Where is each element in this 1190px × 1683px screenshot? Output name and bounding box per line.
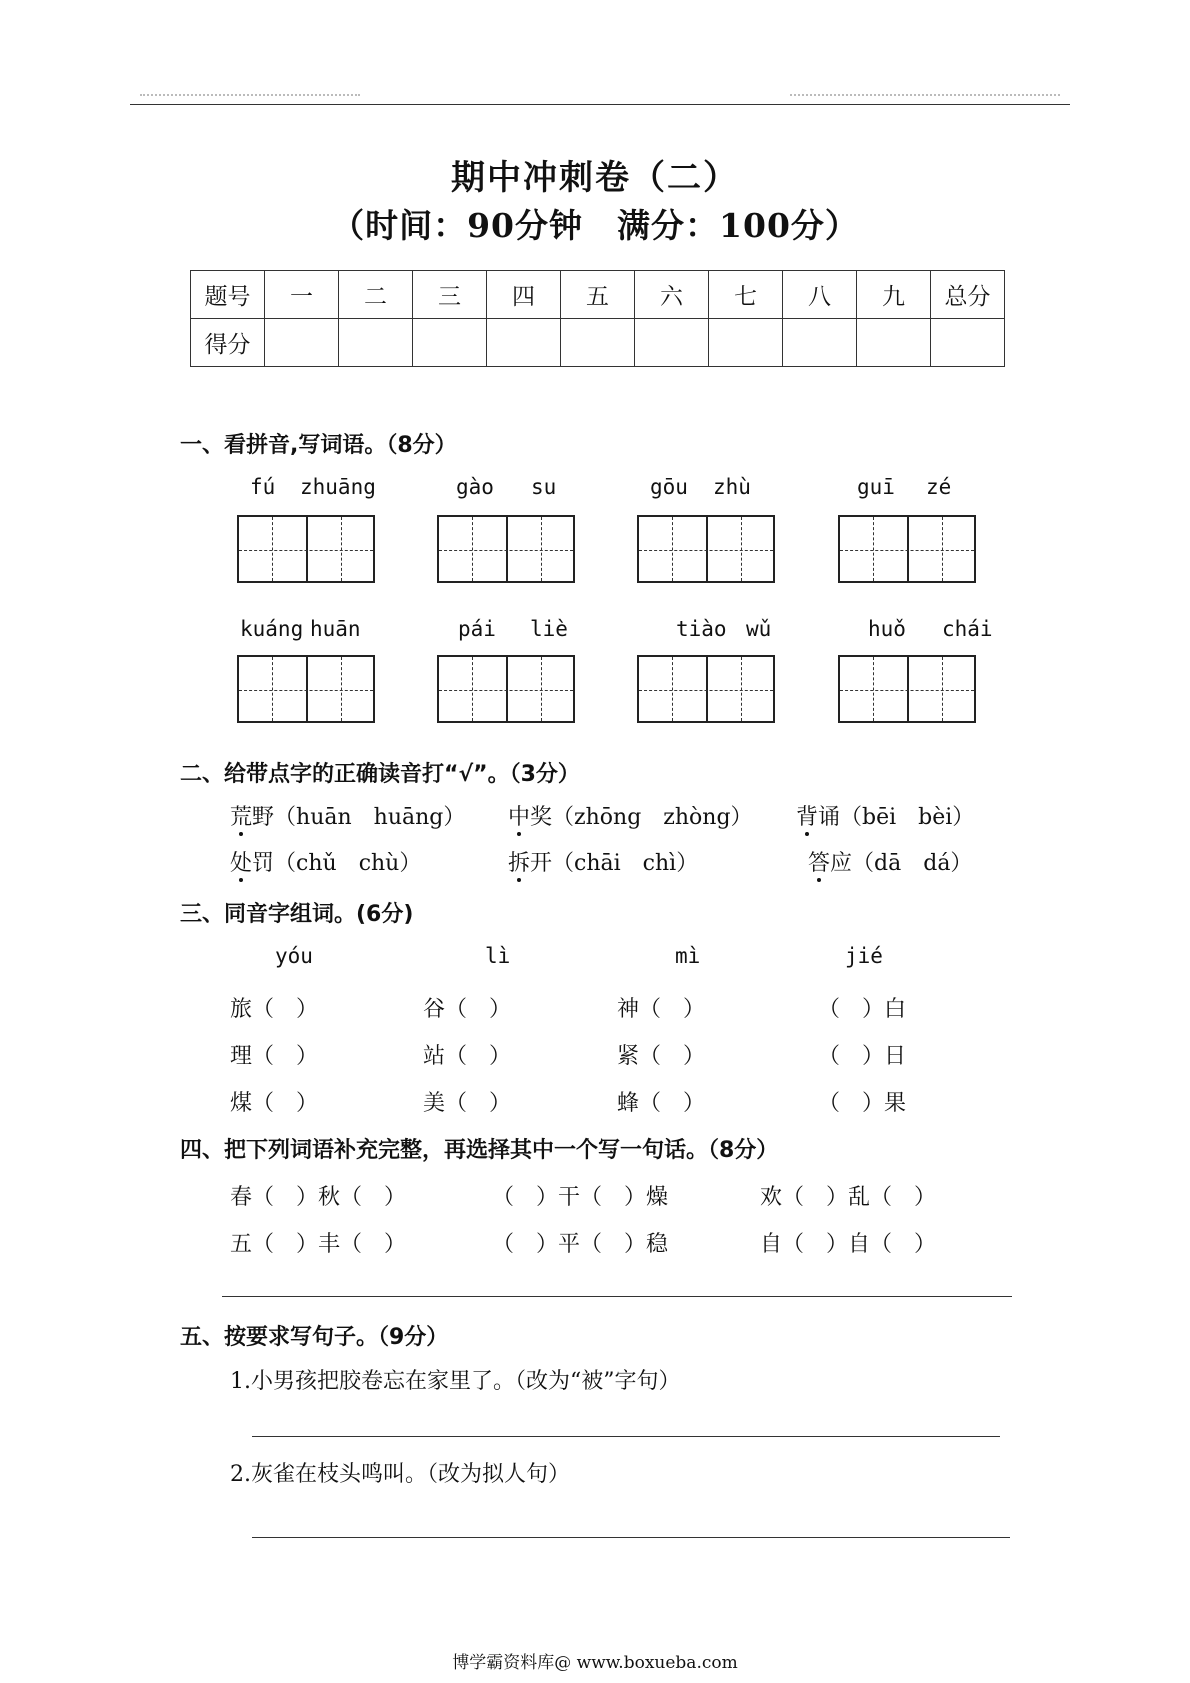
reading-item [230,800,465,831]
writing-grid[interactable] [637,655,775,723]
word-blank[interactable]: 紧（ ） [617,1044,706,1069]
word-blank[interactable]: 谷（ ） [423,997,512,1022]
score-blank-cell[interactable] [561,319,635,367]
idiom-blank[interactable]: 自（ ）自（ ） [760,1232,937,1257]
pinyin: chái [942,617,993,641]
pinyin: mì [675,944,701,968]
reading-item [230,846,421,877]
pinyin: wǔ [746,617,772,641]
writing-grid[interactable] [237,655,375,723]
dotted-char: 背 [796,800,818,831]
item-char: 诵 [818,805,841,830]
reading-options[interactable]: （chāi chì） [552,851,699,876]
writing-grid[interactable] [838,655,976,723]
pinyin: fú [250,475,276,499]
item-char: 开 [530,851,553,876]
score-cell: 一 [265,271,339,319]
footer-watermark: 博学霸资料库@ www.boxueba.com [452,1653,738,1673]
word-blank[interactable]: 理（ ） [230,1044,319,1069]
pinyin: gào [456,475,494,499]
score-cell: 六 [635,271,709,319]
dotted-char: 荒 [230,800,252,831]
pinyin: zhù [713,475,751,499]
page-title: 期中冲刺卷（二） [451,158,739,198]
reading-options[interactable]: （chǔ chù） [274,851,422,876]
section-2-heading: 二、给带点字的正确读音打“√”。（3分） [180,762,580,787]
pinyin: su [531,475,557,499]
score-cell: 五 [561,271,635,319]
pinyin: jié [845,944,883,968]
word-blank[interactable]: 煤（ ） [230,1091,319,1116]
score-cell: 三 [413,271,487,319]
pinyin: huān [310,617,361,641]
score-blank-cell[interactable] [783,319,857,367]
score-cell: 二 [339,271,413,319]
score-blank-cell[interactable] [487,319,561,367]
question-1: 1.小男孩把胶卷忘在家里了。（改为“被”字句） [230,1369,681,1394]
pinyin: lì [485,944,511,968]
idiom-blank[interactable]: 五（ ）丰（ ） [230,1232,407,1257]
score-blank-cell[interactable] [265,319,339,367]
score-cell: 四 [487,271,561,319]
score-cell: 总分 [931,271,1005,319]
score-table-header-row [191,271,1005,319]
word-blank[interactable]: 美（ ） [423,1091,512,1116]
pinyin: kuáng [240,617,304,641]
pinyin: zé [926,475,952,499]
score-blank-cell[interactable] [709,319,783,367]
pinyin: guī [857,475,895,499]
score-table [190,270,1005,367]
item-char: 应 [830,851,853,876]
answer-line[interactable] [222,1296,1012,1297]
reading-item [508,846,698,877]
pinyin: zhuāng [300,475,376,499]
word-blank[interactable]: （ ）日 [818,1044,907,1069]
header-rule [130,104,1070,105]
section-5-heading: 五、按要求写句子。（9分） [180,1325,449,1350]
word-blank[interactable]: （ ）果 [818,1091,907,1116]
writing-grid[interactable] [437,655,575,723]
score-table-score-row [191,319,1005,367]
section-3-heading: 三、同音字组词。(6分) [180,902,414,927]
score-row-label: 得分 [191,319,265,367]
answer-line[interactable] [252,1537,1010,1538]
idiom-blank[interactable]: （ ）平（ ）稳 [492,1232,669,1257]
pinyin: tiào [676,617,727,641]
idiom-blank[interactable]: 春（ ）秋（ ） [230,1185,407,1210]
word-blank[interactable]: 蜂（ ） [617,1091,706,1116]
idiom-blank[interactable]: （ ）干（ ）燥 [492,1185,669,1210]
score-cell: 题号 [191,271,265,319]
item-char: 野 [252,805,275,830]
score-blank-cell[interactable] [931,319,1005,367]
item-char: 奖 [530,805,553,830]
pinyin: liè [530,617,568,641]
question-2: 2.灰雀在枝头鸣叫。（改为拟人句） [230,1462,570,1487]
dotted-char: 拆 [508,846,530,877]
reading-options[interactable]: （huān huāng） [274,805,466,830]
score-blank-cell[interactable] [635,319,709,367]
score-cell: 八 [783,271,857,319]
pinyin: pái [458,617,496,641]
idiom-blank[interactable]: 欢（ ）乱（ ） [760,1185,937,1210]
writing-grid[interactable] [637,515,775,583]
header-right-faint [790,80,1060,96]
score-cell: 七 [709,271,783,319]
score-cell: 九 [857,271,931,319]
pinyin: yóu [275,944,313,968]
word-blank[interactable]: 旅（ ） [230,997,319,1022]
writing-grid[interactable] [437,515,575,583]
header-left-faint [140,80,360,96]
writing-grid[interactable] [838,515,976,583]
dotted-char: 中 [508,800,530,831]
word-blank[interactable]: （ ）白 [818,997,907,1022]
dotted-char: 答 [808,846,830,877]
word-blank[interactable]: 站（ ） [423,1044,512,1069]
section-4-heading: 四、把下列词语补充完整，再选择其中一个写一句话。（8分） [180,1138,779,1163]
score-blank-cell[interactable] [413,319,487,367]
score-blank-cell[interactable] [857,319,931,367]
dotted-char: 处 [230,846,252,877]
pinyin: huǒ [868,617,906,641]
reading-item [808,846,972,877]
item-char: 罚 [252,851,275,876]
reading-item [508,800,753,831]
section-1-heading: 一、看拼音,写词语。（8分） [180,433,457,458]
reading-item [796,800,974,831]
reading-options[interactable]: （bēi bèi） [840,805,975,830]
page-subtitle: （时间：90分钟 满分：100分） [331,206,859,245]
word-blank[interactable]: 神（ ） [617,997,706,1022]
reading-options[interactable]: （zhōng zhòng） [552,805,753,830]
answer-line[interactable] [252,1436,1000,1437]
pinyin: gōu [650,475,688,499]
writing-grid[interactable] [237,515,375,583]
score-blank-cell[interactable] [339,319,413,367]
reading-options[interactable]: （dā dá） [852,851,973,876]
